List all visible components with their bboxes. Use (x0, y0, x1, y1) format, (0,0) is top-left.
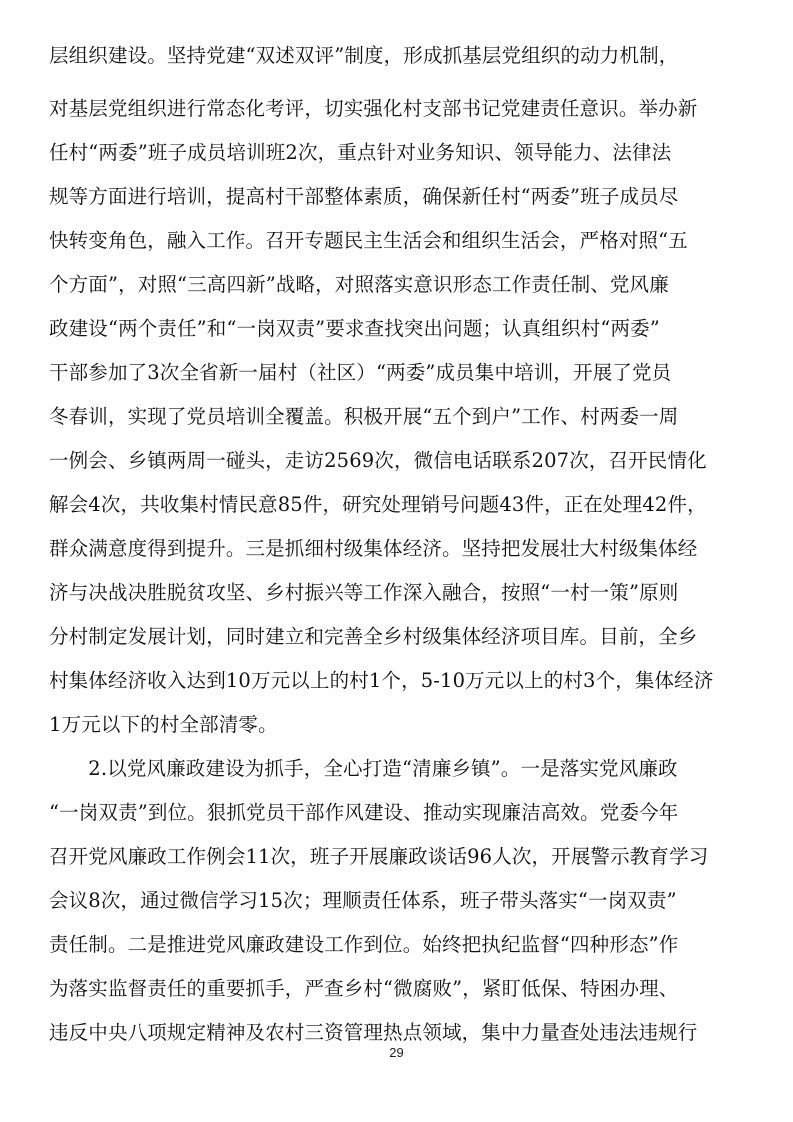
body-text-line: 个方面”，对照“三高四新”战略，对照落实意识形态工作责任制、党风廉 (49, 273, 669, 296)
body-text-line: 任村“两委”班子成员培训班2次，重点针对业务知识、领导能力、法律法 (49, 141, 672, 164)
body-text-line: 对基层党组织进行常态化考评，切实强化村支部书记党建责任意识。举办新 (49, 97, 698, 120)
body-text-line: 快转变角色，融入工作。召开专题民主生活会和组织生活会，严格对照“五 (49, 229, 688, 252)
page-number: 29 (389, 1045, 404, 1060)
body-text-line: 为落实监督责任的重要抓手，严查乡村“微腐败”，紧盯低保、特困办理、 (49, 977, 679, 1000)
body-text-line: 层组织建设。坚持党建“双述双评”制度，形成抓基层党组织的动力机制， (49, 44, 679, 67)
paragraph-start-line: 2.以党风廉政建设为抓手，全心打造“清廉乡镇”。一是落实党风廉政 (49, 757, 678, 780)
body-text-line: 济与决战决胜脱贫攻坚、乡村振兴等工作深入融合，按照“一村一策”原则 (49, 581, 679, 604)
body-text-line: 政建设“两个责任”和“一岗双责”要求查找突出问题；认真组织村“两委” (49, 317, 660, 340)
body-text-line: 干部参加了3次全省新一届村（社区）“两委”成员集中培训，开展了党员 (49, 361, 672, 384)
body-text-line: “一岗双责”到位。狠抓党员干部作风建设、推动实现廉洁高效。党委今年 (49, 801, 679, 824)
body-text-line: 1万元以下的村全部清零。 (49, 713, 278, 736)
body-text-line: 规等方面进行培训，提高村干部整体素质，确保新任村“两委”班子成员尽 (49, 185, 679, 208)
body-text-line: 一例会、乡镇两周一碰头，走访2569次，微信电话联系207次，召开民情化 (49, 449, 707, 472)
body-text-line: 群众满意度得到提升。三是抓细村级集体经济。坚持把发展壮大村级集体经 (49, 537, 698, 560)
body-text-line: 责任制。二是推进党风廉政建设工作到位。始终把执纪监督“四种形态”作 (49, 933, 679, 956)
body-text-line: 解会4次，共收集村情民意85件，研究处理销号问题43件，正在处理42件， (49, 493, 707, 516)
body-text-line: 违反中央八项规定精神及农村三资管理热点领域，集中力量查处违法违规行 (49, 1021, 698, 1044)
body-text-line: 召开党风廉政工作例会11次，班子开展廉政谈话96人次，开展警示教育学习 (49, 845, 709, 868)
body-text-line: 冬春训，实现了党员培训全覆盖。积极开展“五个到户”工作、村两委一周 (49, 405, 679, 428)
body-text-line: 村集体经济收入达到10万元以上的村1个，5-10万元以上的村3个，集体经济 (49, 669, 714, 692)
body-text-line: 分村制定发展计划，同时建立和完善全乡村级集体经济项目库。目前，全乡 (49, 625, 698, 648)
body-text-line: 会议8次，通过微信学习15次；理顺责任体系，班子带头落实“一岗双责” (49, 889, 677, 912)
